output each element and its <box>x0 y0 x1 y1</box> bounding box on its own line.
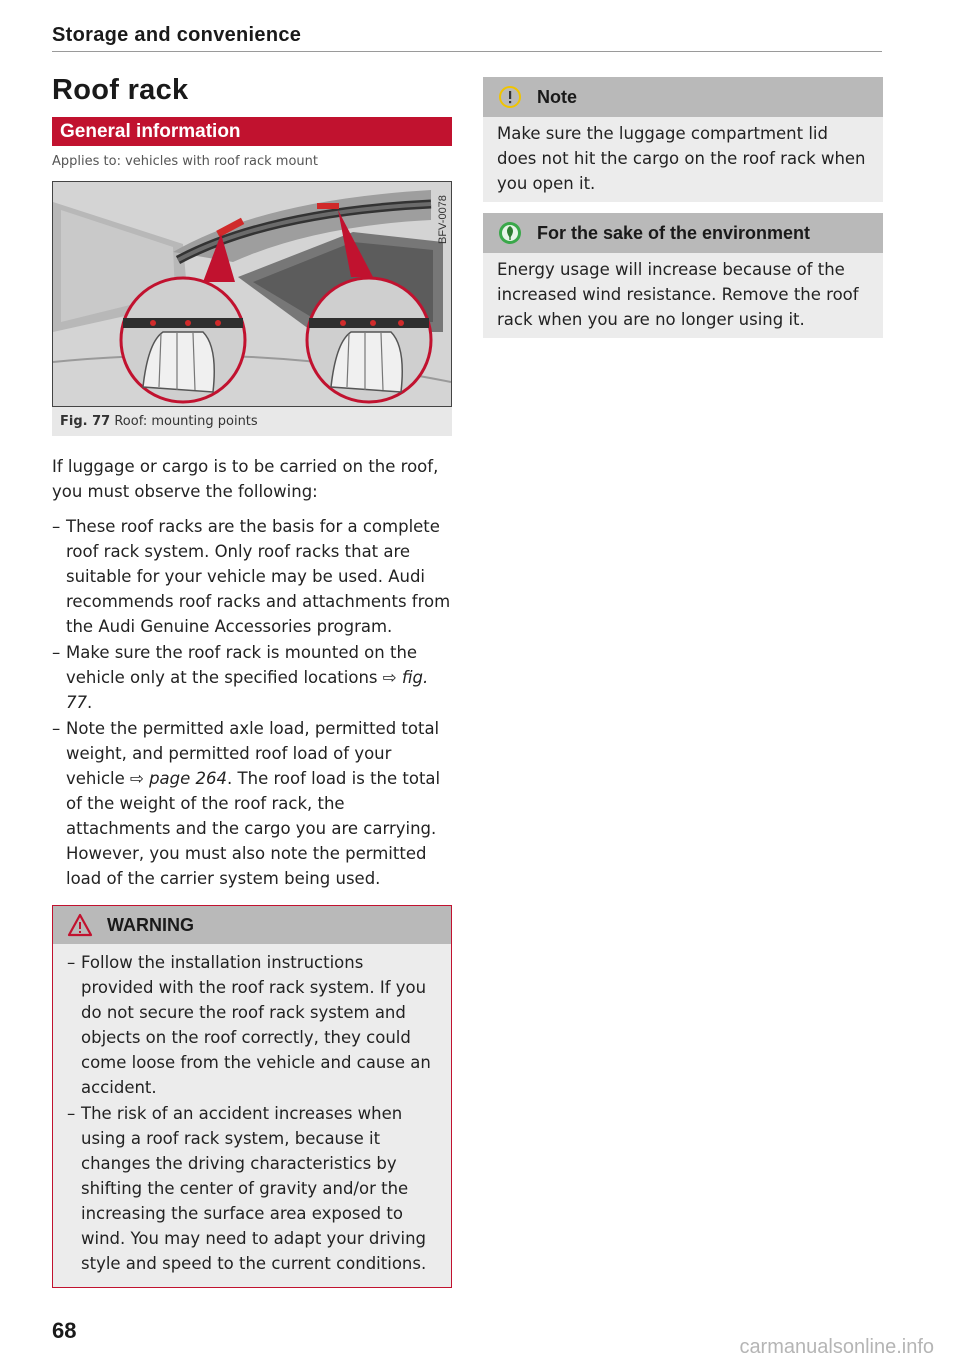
subsection-title: General information <box>52 117 452 146</box>
figure-caption <box>52 407 452 436</box>
warning-triangle-icon <box>67 912 93 938</box>
figure-caption-text: Roof: mounting points <box>114 414 258 429</box>
page-number: 68 <box>52 1318 77 1343</box>
list-item: – These roof racks are the basis for a complete roof rack system. Only roof racks that are suitable for your vehicle may be used. Audi recommends roof racks and attachments from the Audi Genuine Accessories program. <box>52 517 451 636</box>
left-column <box>52 70 452 1288</box>
leaf-icon <box>497 220 523 246</box>
watermark: carmanualsonline.info <box>739 1336 934 1358</box>
note-title: Note <box>537 86 577 107</box>
note-box <box>483 77 883 202</box>
warning-title: WARNING <box>107 914 194 935</box>
note-header <box>483 77 883 117</box>
list-item: – Follow the installation instructions provided with the roof rack system. If you do not secure the roof rack system and objects on the roof correctly, they could come loose from the vehicle and cause an accident. <box>67 953 431 1097</box>
note-text: Make sure the luggage compartment lid does not hit the cargo on the roof rack when you open it. <box>497 124 866 193</box>
header-rule <box>52 51 882 52</box>
section-title: Roof rack <box>52 74 189 106</box>
roof-mounting-points-illustration <box>52 181 452 407</box>
intro-paragraph: If luggage or cargo is to be carried on the roof, you must observe the following: <box>52 457 439 501</box>
list-item: – Make sure the roof rack is mounted on the vehicle only at the specified locations ⇨ fig. 77. <box>52 643 429 712</box>
list-item: – Note the permitted axle load, permitted total weight, and permitted roof load of your vehicle ⇨ page 264. The roof load is the total of the weight of the roof rack, the attachments and the cargo you are carrying. However, you must also note the permitted load of the carrier system being used. <box>52 719 441 888</box>
note-circle-icon <box>497 84 523 110</box>
figure <box>52 181 452 436</box>
page-link[interactable]: ⇨ page 264 <box>130 769 228 788</box>
environment-box <box>483 213 883 338</box>
applies-to: Applies to: vehicles with roof rack mount <box>52 154 318 169</box>
environment-text: Energy usage will increase because of the increased wind resistance. Remove the roof rack when you are no longer using it. <box>497 260 859 329</box>
list-item: – The risk of an accident increases when using a roof rack system, because it changes the driving characteristics by shifting the center of gravity and/or the increasing the surface area exposed to wind. You may need to adapt your driving style and speed to the current conditions. <box>67 1104 427 1273</box>
right-column <box>483 77 883 338</box>
environment-header <box>483 213 883 253</box>
warning-list <box>67 950 437 1276</box>
figure-link[interactable]: ⇨ fig. 77 <box>66 668 429 712</box>
warning-box <box>52 905 452 1288</box>
requirements-list <box>52 514 452 891</box>
environment-title: For the sake of the environment <box>537 222 811 243</box>
warning-header <box>53 906 451 944</box>
figure-label: Fig. 77 <box>60 414 111 429</box>
header-title: Storage and convenience <box>52 24 302 46</box>
figure-code: BFV-0078 <box>437 195 449 244</box>
